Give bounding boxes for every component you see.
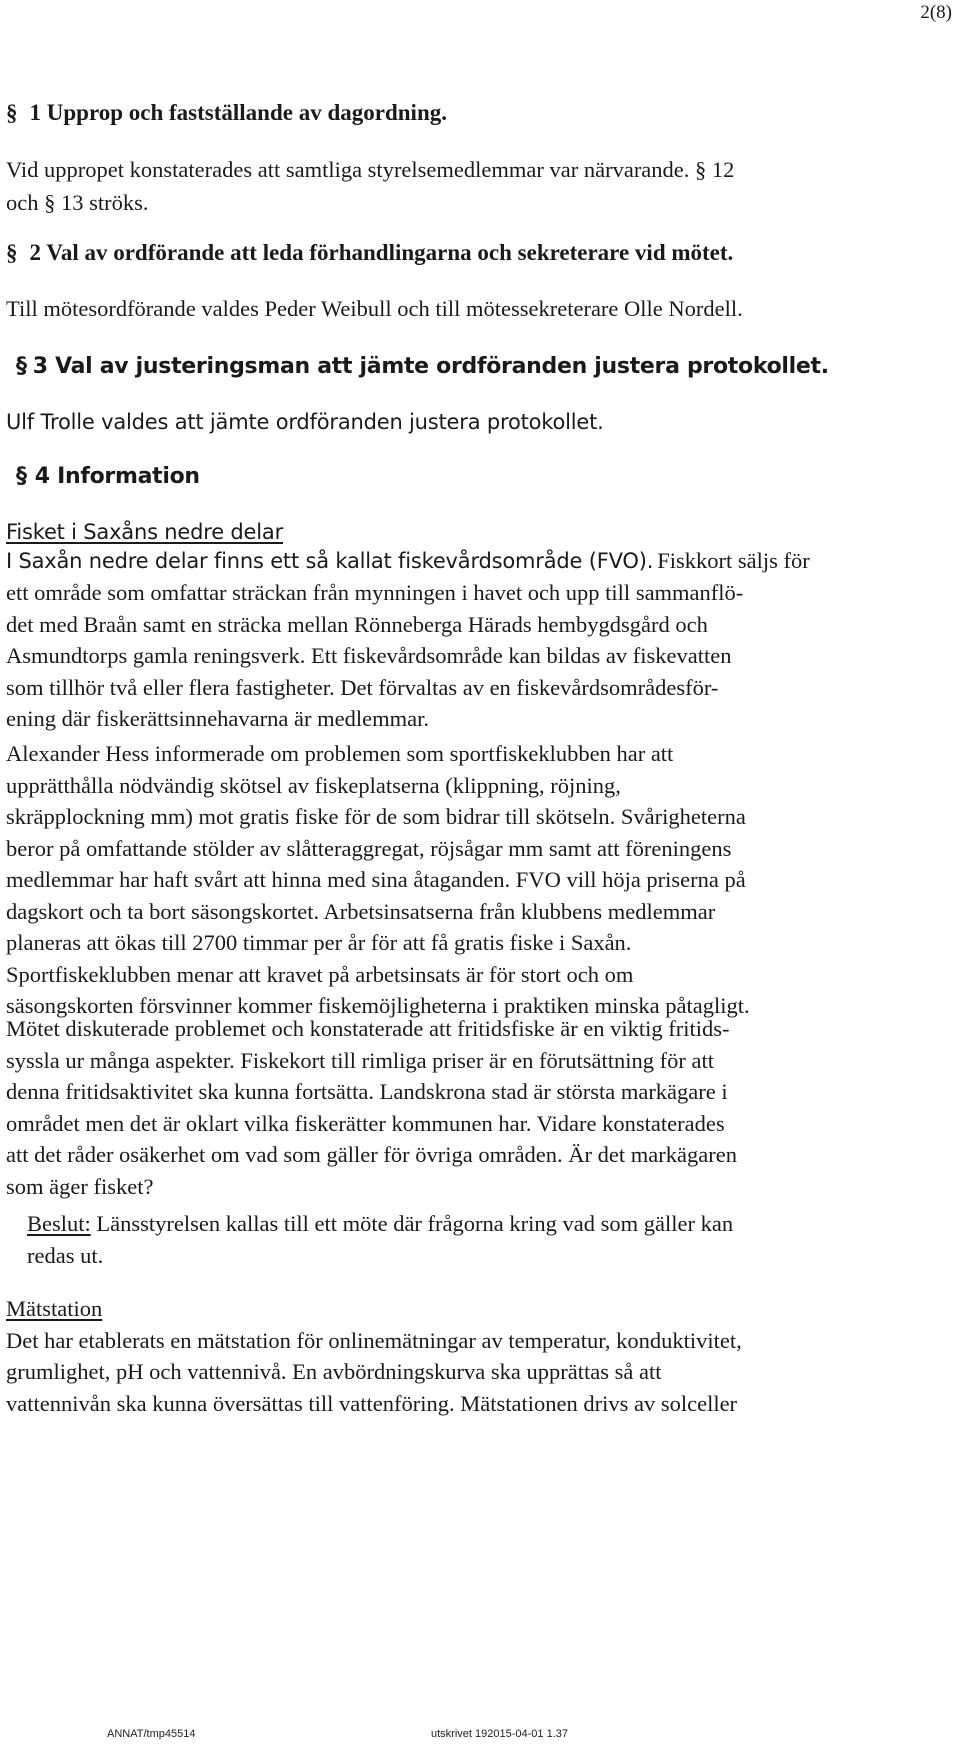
section-2-heading [6, 236, 956, 270]
text-line: grumlighet, pH och vattennivå. En avbördningskurva ska upprättas så att [6, 1359, 662, 1384]
section-1-title: 1 Upprop och fastställande av dagordning. [29, 100, 447, 125]
subsection-title: Fisket i Saxåns nedre delar [6, 520, 284, 544]
text-line: området men det är oklart vilka fiskerätter kommunen har. Vidare konstaterades [6, 1110, 725, 1136]
text-line: säsongskorten försvinner kommer fiskemöjligheterna i praktiken minska påtagligt. [6, 993, 750, 1018]
text-line: Till mötesordförande valdes Peder Weibull och till mötessekreterare Olle Nordell. [6, 296, 743, 321]
text-line: Sportfiskeklubben menar att kravet på arbetsinsats är för stort och om [6, 961, 634, 987]
text-line: att det råder osäkerhet om vad som gäller för övriga områden. Är det markägaren [6, 1142, 737, 1167]
section-sign: § [6, 240, 18, 265]
section-sign: § [16, 464, 27, 489]
paragraph-hess [6, 738, 956, 1022]
text-line: Asmundtorps gamla reningsverk. Ett fiskevårdsområde kan bildas av fiskevatten [6, 643, 732, 668]
section-3-title: 3 Val av justeringsman att jämte ordföranden justera protokollet. [32, 354, 829, 379]
text-line: syssla ur många aspekter. Fiskekort till rimliga priser är en förutsättning för att [6, 1047, 714, 1073]
decision-text: Länsstyrelsen kallas till ett möte där frågorna kring vad som gäller kan [90, 1211, 734, 1236]
text-line: ett område som omfattar sträckan från mynningen i havet och upp till sammanflö- [6, 580, 744, 605]
page-number: 2(8) [920, 2, 952, 23]
text-fragment: I Saxån nedre delar finns ett så kallat fiskevårdsområde (FVO). [6, 549, 654, 573]
text-line: medlemmar har haft svårt att hinna med sina åtaganden. FVO vill höja priserna på [6, 867, 746, 892]
footer-file-path: ANNAT/tmp45514 [107, 1728, 196, 1740]
section-1-text [6, 153, 956, 219]
text-line: som tillhör två eller flera fastigheter. Det förvaltas av en fiskevårdsområdesför- [6, 674, 719, 700]
section-2-title: 2 Val av ordförande att leda förhandlingarna och sekreterare vid mötet. [29, 240, 734, 265]
footer-print-date: utskrivet 192015-04-01 1.37 [431, 1728, 568, 1740]
section-4-heading [16, 460, 960, 494]
text-line: planeras att ökas till 2700 timmar per år för att få gratis fiske i Saxån. [6, 930, 632, 955]
text-line [6, 544, 956, 577]
section-4-title: 4 Information [34, 464, 200, 489]
decision [27, 1208, 947, 1271]
subsection-matstation [6, 1293, 956, 1419]
text-line: skräpplockning mm) mot gratis fiske för de som bidrar till skötseln. Svårigheterna [6, 804, 746, 829]
paragraph-discussion [6, 1013, 956, 1202]
section-3-heading [16, 350, 960, 384]
text-line: Vid uppropet konstaterades att samtliga styrelsemedlemmar var närvarande. § 12 [6, 157, 735, 182]
section-sign: § [6, 100, 18, 125]
text-fragment: Fiskkort säljs för [657, 548, 810, 573]
section-1-heading [6, 96, 956, 130]
text-line: redas ut. [27, 1242, 104, 1268]
section-3-text [6, 406, 956, 438]
decision-label: Beslut: [27, 1211, 91, 1236]
text-line: Ulf Trolle valdes att jämte ordföranden justera protokollet. [6, 410, 604, 434]
text-line: det med Braån samt en sträcka mellan Rönneberga Härads hembygdsgård och [6, 611, 708, 637]
text-line: upprätthålla nödvändig skötsel av fiskeplatserna (klippning, röjning, [6, 772, 621, 798]
text-line: vattennivån ska kunna översättas till vattenföring. Mätstationen drivs av solceller [6, 1390, 738, 1416]
text-line: Alexander Hess informerade om problemen som sportfiskeklubben har att [6, 741, 674, 766]
section-sign: § [16, 354, 27, 379]
paragraph-fvo [6, 544, 956, 735]
text-line: ening där fiskerättsinnehavarna är medlemmar. [6, 706, 429, 731]
section-2-text [6, 292, 956, 325]
text-line [27, 1208, 947, 1240]
text-line: Mötet diskuterade problemet och konstaterade att fritidsfiske är en viktig fritids- [6, 1016, 730, 1041]
text-line: denna fritidsaktivitet ska kunna fortsätta. Landskrona stad är största markägare i [6, 1079, 728, 1104]
text-line: dagskort och ta bort säsongskortet. Arbetsinsatserna från klubbens medlemmar [6, 898, 716, 924]
subsection-title: Mätstation [6, 1296, 103, 1321]
text-line: Det har etablerats en mätstation för onlinemätningar av temperatur, konduktivitet, [6, 1327, 742, 1353]
text-line: beror på omfattande stölder av slåtteraggregat, röjsågar mm samt att föreningens [6, 835, 732, 861]
text-line: och § 13 ströks. [6, 190, 149, 215]
text-line: som äger fisket? [6, 1173, 154, 1199]
